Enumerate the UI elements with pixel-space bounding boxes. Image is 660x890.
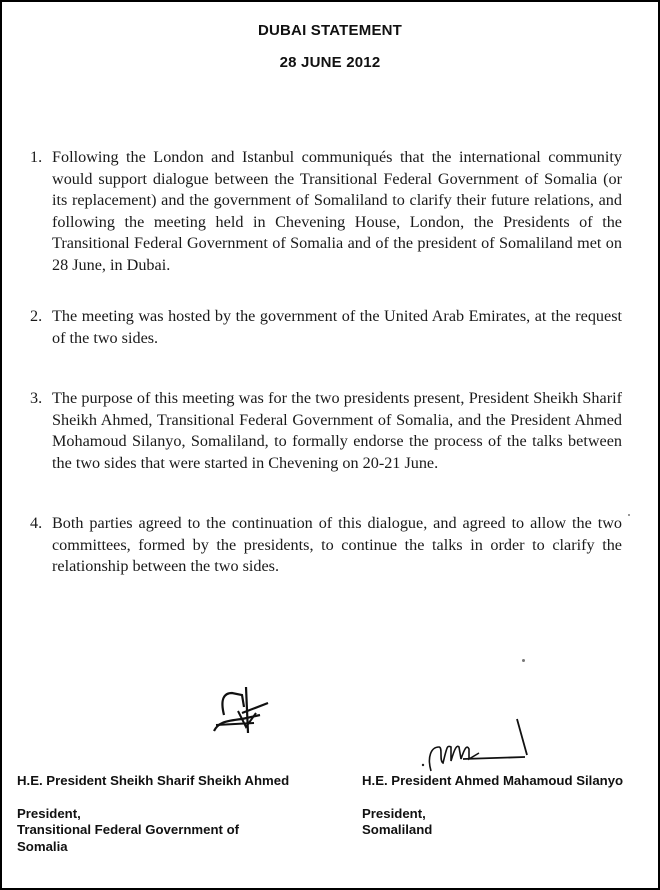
paragraph-number: 4. [30, 514, 43, 532]
document-date: 28 JUNE 2012 [279, 54, 381, 71]
paragraph-number: 2. [30, 307, 43, 325]
numbered-paragraph [30, 306, 622, 349]
paragraph-number: 1. [30, 148, 43, 166]
numbered-paragraph [30, 147, 622, 277]
paragraph-text: The meeting was hosted by the government of the United Arab Emirates, at the request of the two sides. [52, 307, 622, 347]
signatory-organization: Somaliland [362, 822, 433, 837]
signatory-name: H.E. President Ahmed Mahamoud Silanyo [362, 773, 624, 788]
scan-speck [522, 659, 525, 662]
signatory-title: President, [362, 805, 426, 821]
paragraph-text: The purpose of this meeting was for the two presidents present, President Sheikh Sharif Sheikh Ahmed, Transitional Federal Government of Somalia, and the President Ahmed Mohamoud Silanyo, Somaliland, to formally endorse the process of the talks between the two sides that were started in Chevening on 20-21 June. [52, 389, 622, 472]
signatory-name: H.E. President Sheikh Sharif Sheikh Ahmed [17, 773, 290, 788]
signatory-organization-cont: Somalia [17, 838, 68, 854]
document-title: DUBAI STATEMENT [257, 22, 403, 39]
signatory-organization: Transitional Federal Government of [17, 822, 240, 837]
signature-left [202, 685, 282, 740]
paragraph-text: Following the London and Istanbul communiqués that the international community would support dialogue between the Transitional Federal Government of Somalia (or its replacement) and the government of Somaliland to clarify their future relations, and following the meeting held in Chevening House, London, the Presidents of the Transitional Federal Government of Somalia and of the president of Somaliland met on 28 June, in Dubai. [52, 148, 622, 274]
scan-speck [628, 514, 630, 516]
signatory-left [17, 773, 337, 855]
numbered-paragraph [30, 513, 622, 578]
numbered-paragraph [30, 388, 622, 474]
signature-right [417, 717, 557, 777]
paragraph-number: 3. [30, 389, 43, 407]
signatory-right [362, 773, 652, 839]
signatory-title: President, [17, 805, 81, 821]
paragraph-text: Both parties agreed to the continuation of this dialogue, and agreed to allow the two committees, formed by the presidents, to continue the talks in order to clarify the relationship between the two sides. [52, 514, 622, 576]
